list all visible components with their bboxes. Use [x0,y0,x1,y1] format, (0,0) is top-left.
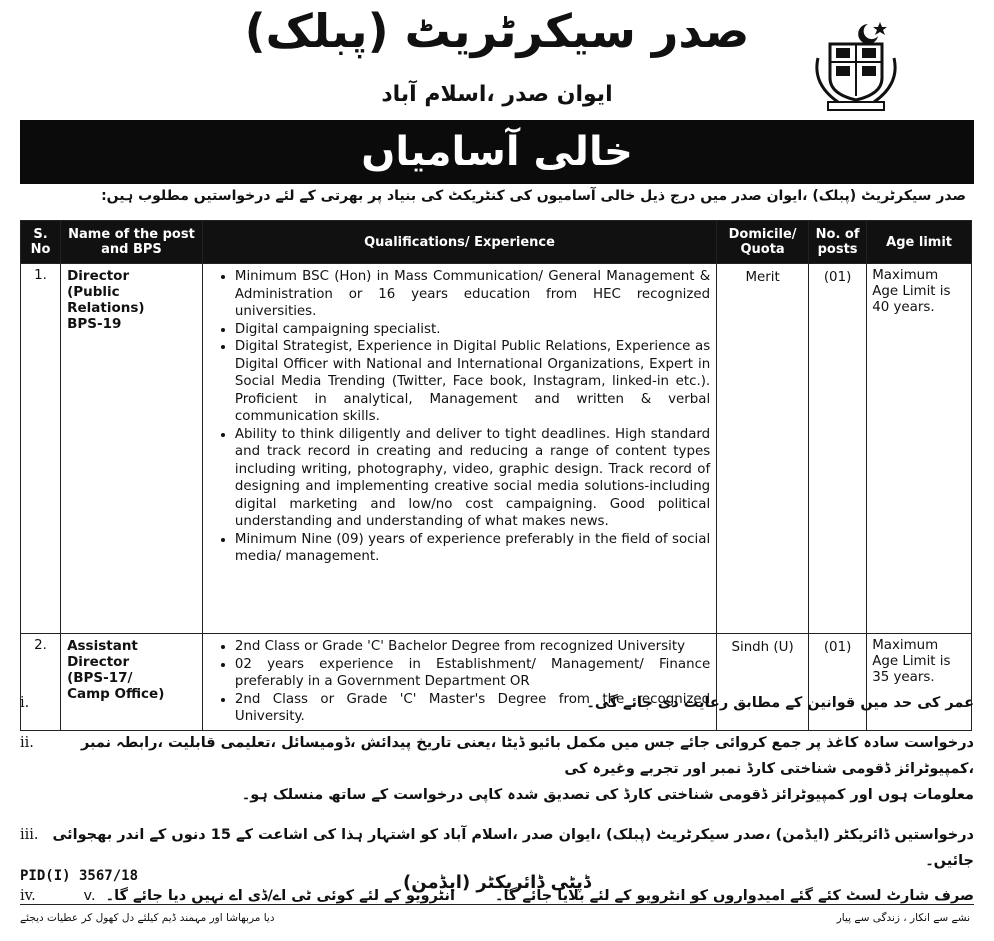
header-sno: S. No [21,221,61,264]
instruction-line: معلومات ہوں اور کمپیوٹرائز ڈقومی شناختی کارڈ کی تصدیق شدہ کاپی درخواست کے ساتھ منسلک ہو۔ [241,787,974,803]
instruction-text: انٹرویو کے لئے کوئی ٹی اے/ڈی اے نہیں دیا جائے گا۔ [105,888,455,904]
header-domicile: Domicile/ Quota [717,221,809,264]
instruction-text: درخواستیں ڈائریکٹر (ایڈمن) ،صدر سیکرٹریٹ (پبلک) ،ایوان صدر ،اسلام آباد کو اشتہار ہذا کی اشاعت کے 15 دنوں کے اندر بھجوائی جائیں۔ [52,827,974,869]
qualification-item: • 2nd Class or Grade 'C' Bachelor Degree from recognized University [235,638,710,656]
footer-right-slogan: نشے سے انکار ، زندگی سے پیار [836,912,970,924]
signature-title: ڈپٹی ڈائریکٹر (ایڈمن) [403,872,591,893]
header-post-name: Name of the post and BPS [61,221,203,264]
qualification-item: • 02 years experience in Establishment/ Management/ Finance preferably in a Government Department OR [235,656,710,691]
header-qualifications: Qualifications/ Experience [202,221,716,264]
row-sno: 1. [21,264,61,634]
qualification-list [209,268,710,566]
post-name-line: Camp Office) [67,686,165,702]
instruction-line: درخواست سادہ کاغذ پر جمع کروائی جائے جس میں مکمل بائیو ڈیٹا ،یعنی تاریخ پیدائش ،ڈومیسائل ،تعلیمی قابلیت ،رابطہ نمبر ،کمپیوٹرائز ڈقومی شناختی کارڈ نمبر اور تجربے وغیرہ کی [80,735,974,777]
row-sno: 2. [21,634,61,731]
instruction-number: ii. [20,735,34,751]
qualification-item: • Minimum BSC (Hon) in Mass Communication/ General Management & Administration or 16 years education from HEC recognized universities. [235,268,710,321]
footer-left-slogan: دیا مربھاشا اور مہمند ڈیم کیلئے دل کھول کر عطیات دیجئے [20,912,275,924]
instruction-item [20,730,974,808]
instruction-item [20,690,974,716]
pid-number: PID(I) 3567/18 [20,868,139,884]
header-posts: No. of posts [808,221,866,264]
qualification-item: • Ability to think diligently and deliver to tight deadlines. High standard and track record in creating and reducing a range of content types including writing, photography, video, graphic design. Track record of designing and implementing creative social media solutions-including digital marketing and low/no cost campaigning. Good political understanding and understanding of what makes news. [235,426,710,531]
row-post-name [61,264,203,634]
page-subtitle: ایوان صدر ،اسلام آباد [381,82,613,107]
row-age-limit: Maximum Age Limit is 35 years. [867,634,972,731]
qualification-item: • Minimum Nine (09) years of experience preferably in the field of social media/ management. [235,531,710,566]
row-domicile: Sindh (U) [717,634,809,731]
qualification-item: • 2nd Class or Grade 'C' Master's Degree from the recognized University. [235,691,710,726]
intro-text: صدر سیکرٹریٹ (پبلک) ،ایوان صدر میں درج ذیل خالی آسامیوں کی کنٹریکٹ کی بنیاد پر بھرتی کے لئے درخواستیں مطلوب ہیں: [101,188,966,204]
instruction-item [20,822,974,874]
header-age-limit: Age limit [867,221,972,264]
post-name-line: Director [67,268,130,284]
table-header-row [21,221,972,264]
instruction-number: iii. [20,827,39,843]
qualification-item: • Digital Strategist, Experience in Digital Public Relations, Experience as Digital Officer with National and International Organizations, Expert in Social Media Trending (Twitter, Face book, Instagram, linked-in etc.). Proficient in analytical, Management and written & verbal communication skills. [235,338,710,426]
post-name-line: (Public Relations) [67,284,145,316]
row-domicile: Merit [717,264,809,634]
vacancies-banner: خالی آسامیاں [20,120,974,184]
qualification-item: • Digital campaigning specialist. [235,321,710,339]
post-name-line: Director [67,654,130,670]
table-row [21,264,972,634]
row-posts: (01) [808,264,866,634]
instruction-text [48,730,974,808]
post-name-line: Assistant [67,638,138,654]
instruction-number: i. [20,695,30,711]
row-qualifications [202,264,716,634]
instruction-number: v. [83,888,96,904]
page-title: صدر سیکرٹریٹ (پبلک) [244,4,750,58]
post-name-line: (BPS-17/ [67,670,133,686]
instruction-number: iv. [20,888,36,904]
post-name-line: BPS-19 [67,316,122,332]
row-posts: (01) [808,634,866,731]
vacancies-table [20,220,972,731]
instruction-text: صرف شارٹ لسٹ کئے گئے امیدواروں کو انٹرویو کے لئے بلایا جائے گا۔ [494,888,974,904]
row-age-limit: Maximum Age Limit is 40 years. [867,264,972,634]
instruction-text: عمر کی حد میں قوانین کے مطابق رعایت دی جائے گی۔ [586,695,974,711]
